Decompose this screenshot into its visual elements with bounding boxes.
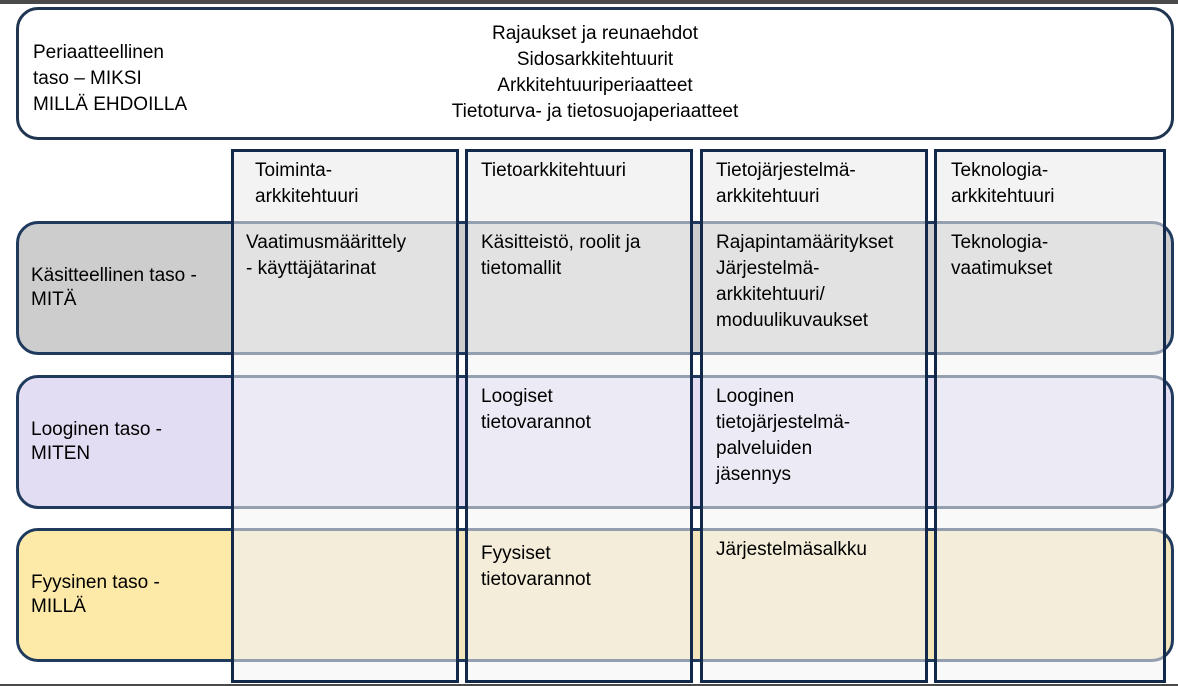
column-header: Tietojärjestelmä- arkkitehtuuri [716,160,856,207]
cell-conceptual: Teknologia- vaatimukset [951,232,1053,279]
principle-item: Rajaukset ja reunaehdot [492,23,698,44]
principle-item: Arkkitehtuuriperiaatteet [497,75,693,96]
principles-level-box [16,7,1174,140]
column-header: Teknologia- arkkitehtuuri [951,160,1055,207]
cell-physical: Järjestelmäsalkku [716,539,867,560]
principle-item: Tietoturva- ja tietosuojaperiaatteet [451,101,739,122]
cell-logical: Loogiset tietovarannot [481,386,591,433]
cell-conceptual: Käsitteistö, roolit ja tietomallit [481,232,641,279]
cell-conceptual: Vaatimusmäärittely - käyttäjätarinat [246,232,407,279]
column-header: Toiminta- arkkitehtuuri [255,160,359,207]
cell-logical: Looginen tietojärjestelmä- palveluiden jäsennys [716,386,851,485]
logical-level-label: Looginen taso - MITEN [31,419,162,464]
column-header: Tietoarkkitehtuuri [481,160,627,181]
cell-conceptual: Rajapintamääritykset Järjestelmä- arkkitehtuuri/ moduulikuvaukset [716,232,894,331]
cell-physical: Fyysiset tietovarannot [481,543,591,590]
physical-level-label: Fyysinen taso - MILLÄ [31,572,160,617]
principle-item: Sidosarkkitehtuurit [516,49,674,70]
top-bar [0,0,1178,4]
conceptual-level-label: Käsitteellinen taso - MITÄ [31,265,197,310]
principles-list [19,21,1171,125]
principles-level-label: Periaatteellinen taso – MIKSI MILLÄ EHDOILLA [33,42,188,115]
